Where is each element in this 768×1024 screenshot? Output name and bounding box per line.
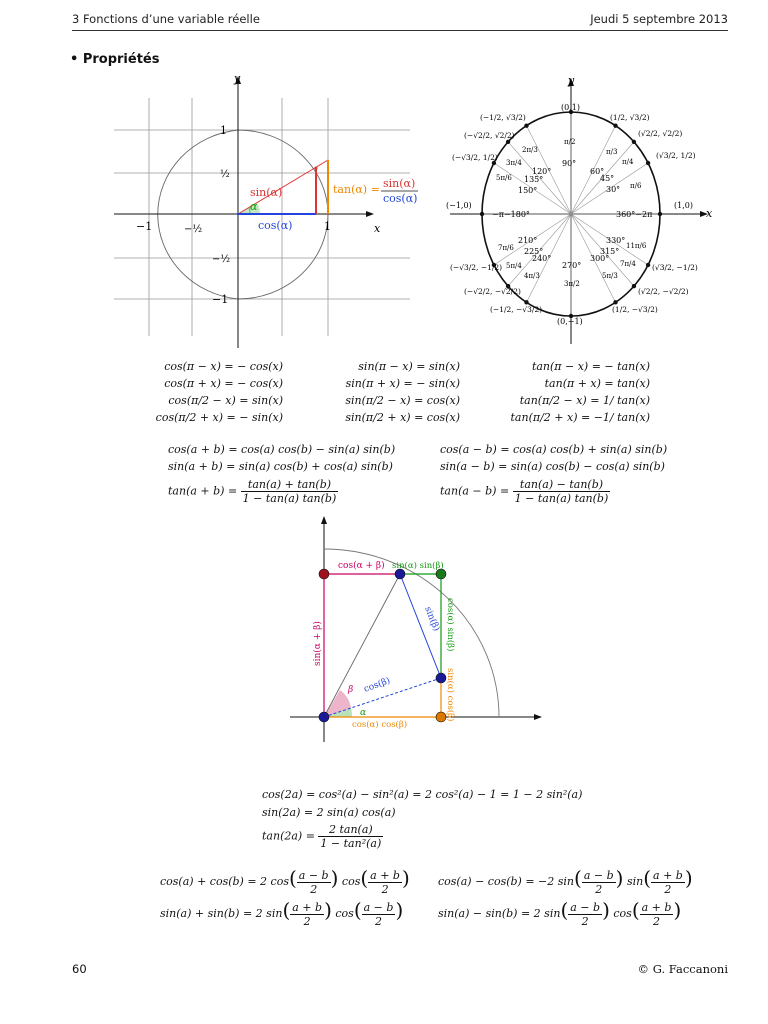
fig2-d30: 30° — [606, 185, 621, 194]
fig1-sin-label: sin(α) — [250, 186, 283, 199]
figure-angle-addition — [280, 512, 550, 742]
id-sin-half-pi-plus: sin(π/2 + x) = cos(x) — [345, 411, 460, 424]
fig3-alpha: α — [360, 708, 367, 718]
formula-tan-a-plus-b — [168, 478, 338, 505]
cd-f2-num: a + b — [653, 868, 683, 882]
fig1-ytick-mhalf: −½ — [212, 254, 231, 265]
cd-f1-num: a − b — [583, 868, 614, 882]
formula-sin-plus-sin: sin(a) + sin(b) = 2 sin( $\frac{a + b}{2}$ ) cos( $\frac{a - b}{2}$ ) — [160, 898, 404, 928]
formula-cos-minus-cos: cos(a) − cos(b) = −2 sin( $\frac{a - b}{2}$ ) sin( $\frac{a + b}{2}$ ) — [438, 866, 693, 896]
fig1-ytick-1: 1 — [220, 124, 227, 137]
fig2-point — [646, 161, 650, 165]
fig2-right-pt: (1,0) — [674, 201, 693, 210]
fig2-p30: (√3/2, 1/2) — [656, 151, 696, 160]
fig2-point — [506, 140, 510, 144]
fig2-point — [658, 212, 662, 216]
fig2-p210: (−√3/2, −1/2) — [450, 263, 503, 272]
fig2-point — [480, 212, 484, 216]
figure-sin-cos-tan — [100, 68, 430, 348]
fig2-left-pt: (−1,0) — [446, 201, 472, 210]
fig2-p330: (√3/2, −1/2) — [652, 263, 698, 272]
fig1-ytick-half: ½ — [220, 169, 230, 180]
header-chapter: 3 Fonctions d’une variable réelle — [72, 12, 260, 26]
fig2-d45: 45° — [600, 174, 615, 183]
cd-mid: sin — [626, 875, 644, 888]
fig2-p135: (−√2/2, √2/2) — [464, 131, 515, 140]
tan2a-num: 2 tan(a) — [318, 823, 383, 837]
id-cos-pi-minus: cos(π − x) = − cos(x) — [164, 360, 283, 373]
fig2-r315: 7π/4 — [620, 260, 636, 268]
fig2-p240: (−1/2, −√3/2) — [490, 305, 543, 314]
figure-trig-circle — [440, 68, 730, 348]
fig2-d300: 300° — [590, 254, 610, 263]
fig1-tan-num: sin(α) — [383, 177, 416, 190]
fig2-r300: 5π/3 — [602, 272, 618, 280]
fig3-cos-a-sin-b: cos(α) sin(β) — [445, 598, 455, 652]
id-sin-pi-minus: sin(π − x) = sin(x) — [358, 360, 460, 373]
fig2-y-label: y — [568, 74, 575, 87]
fig2-d180: −π−180° — [492, 210, 530, 219]
fig1-xtick-mhalf: −½ — [184, 224, 203, 235]
fig2-r270: 3π/2 — [564, 280, 580, 288]
fig2-d120: 120° — [532, 167, 552, 176]
ss-f1-num: a + b — [292, 900, 323, 914]
fig3-sin-b: sin(β) — [422, 605, 442, 633]
fig2-p45: (√2/2, √2/2) — [638, 129, 683, 138]
tan-plus-den: 1 − tan(a) tan(b) — [242, 492, 337, 505]
fig3-cos-a-cos-b: cos(α) cos(β) — [352, 720, 408, 730]
fig2-r90: π/2 — [564, 138, 576, 146]
id-cos-half-pi-plus: cos(π/2 + x) = − sin(x) — [155, 411, 283, 424]
fig2-point — [613, 300, 617, 304]
fig3-beta: β — [348, 685, 354, 695]
ss-f1-den: 2 — [303, 914, 311, 928]
fig2-p150: (−√3/2, 1/2) — [452, 153, 498, 162]
cc-f1-den: 2 — [310, 882, 318, 896]
header-date: Jeudi 5 septembre 2013 — [590, 12, 728, 26]
fig2-d150: 150° — [518, 186, 538, 195]
id-tan-pi-plus: tan(π + x) = tan(x) — [544, 377, 650, 390]
ss-f2-den: 2 — [375, 914, 383, 928]
header-rule — [72, 30, 728, 31]
fig2-x-label: x — [706, 207, 713, 220]
formula-sin-a-plus-b: sin(a + b) = sin(a) cos(b) + cos(a) sin(b) — [168, 460, 393, 473]
formula-cos-2a: cos(2a) = cos²(a) − sin²(a) = 2 cos²(a) − 1 = 1 − 2 sin²(a) — [262, 788, 583, 801]
fig3-sin-a-plus-b: sin(α + β) — [313, 621, 323, 666]
formula-cos-plus-cos: cos(a) + cos(b) = 2 cos( $\frac{a - b}{2}$ ) cos( $\frac{a + b}{2}$ ) — [160, 866, 410, 896]
tan-minus-den: 1 − tan(a) tan(b) — [514, 492, 609, 505]
fig1-xtick-m1: −1 — [136, 220, 153, 233]
fig2-point — [524, 123, 528, 127]
fig1-cos-label: cos(α) — [258, 219, 293, 232]
id-tan-pi-minus: tan(π − x) = − tan(x) — [531, 360, 650, 373]
cc-f2-den: 2 — [381, 882, 389, 896]
fig2-d315: 315° — [600, 247, 620, 256]
page-number: 60 — [72, 962, 87, 976]
sd-f1-den: 2 — [581, 914, 589, 928]
fig2-point — [632, 284, 636, 288]
fig2-d60: 60° — [590, 167, 605, 176]
tan-minus-num: tan(a) − tan(b) — [513, 478, 611, 492]
fig2-r45: π/4 — [622, 158, 634, 166]
fig3-sin-a-cos-b: sin(α) cos(β) — [445, 668, 455, 722]
fig2-d210: 210° — [518, 236, 538, 245]
id-tan-half-pi-plus: tan(π/2 + x) = −1/ tan(x) — [510, 411, 650, 424]
fig1-alpha: α — [250, 200, 258, 213]
fig1-x-label: x — [374, 222, 381, 235]
fig2-r240: 4π/3 — [524, 272, 540, 280]
fig1-tan-den: cos(α) — [383, 192, 418, 205]
fig2-d0: 360°−2π — [616, 210, 653, 219]
fig2-top-pt: (0,1) — [561, 103, 580, 112]
fig2-d270: 270° — [562, 261, 582, 270]
sd-f2-num: a + b — [641, 900, 672, 914]
fig2-d225: 225° — [524, 247, 544, 256]
fig2-p60: (1/2, √3/2) — [610, 113, 650, 122]
id-cos-half-pi-minus: cos(π/2 − x) = sin(x) — [168, 394, 283, 407]
fig2-p300: (1/2, −√3/2) — [612, 305, 658, 314]
fig3-cos-b: cos(β) — [362, 676, 392, 695]
id-sin-pi-plus: sin(π + x) = − sin(x) — [345, 377, 460, 390]
fig2-r225: 5π/4 — [506, 262, 522, 270]
ss-lhs: sin(a) + sin(b) = 2 sin — [160, 907, 283, 920]
formula-cos-a-minus-b: cos(a − b) = cos(a) cos(b) + sin(a) sin(b) — [440, 443, 668, 456]
fig2-r120: 2π/3 — [522, 146, 538, 154]
fig2-d90: 90° — [562, 159, 577, 168]
formula-sin-2a: sin(2a) = 2 sin(a) cos(a) — [262, 806, 396, 819]
footer-author: © G. Faccanoni — [637, 962, 728, 976]
cd-f2-den: 2 — [664, 882, 672, 896]
sd-f1-num: a − b — [570, 900, 601, 914]
fig1-ytick-m1: −1 — [212, 293, 229, 306]
fig2-r210: 7π/6 — [498, 244, 514, 252]
fig2-point — [632, 140, 636, 144]
fig2-p315: (√2/2, −√2/2) — [638, 287, 689, 296]
fig2-r135: 3π/4 — [506, 159, 522, 167]
fig1-xtick-1: 1 — [324, 220, 331, 233]
fig2-d135: 135° — [524, 175, 544, 184]
id-sin-half-pi-minus: sin(π/2 − x) = cos(x) — [345, 394, 460, 407]
tan2a-den: 1 − tan²(a) — [320, 837, 382, 850]
cc-mid: cos — [341, 875, 361, 888]
tan-minus-lhs: tan(a − b) = — [440, 484, 510, 498]
cc-f2-num: a + b — [370, 868, 400, 882]
fig2-point — [524, 300, 528, 304]
sd-f2-den: 2 — [653, 914, 661, 928]
fig2-point — [613, 123, 617, 127]
formula-tan-2a — [262, 823, 383, 850]
cd-lhs: cos(a) − cos(b) = −2 sin — [438, 875, 575, 888]
cc-lhs: cos(a) + cos(b) = 2 cos — [160, 875, 289, 888]
cd-f1-den: 2 — [595, 882, 603, 896]
tan-plus-lhs: tan(a + b) = — [168, 484, 238, 498]
ss-f2-num: a − b — [363, 900, 394, 914]
fig1-y-label: y — [234, 72, 241, 85]
fig2-d330: 330° — [606, 236, 626, 245]
fig3-sin-a-sin-b: sin(α) sin(β) — [392, 561, 444, 571]
formula-cos-a-plus-b: cos(a + b) = cos(a) cos(b) − sin(a) sin(b) — [168, 443, 396, 456]
sd-mid: cos — [613, 907, 632, 920]
sd-lhs: sin(a) − sin(b) = 2 sin — [438, 907, 561, 920]
fig2-r150: 5π/6 — [496, 174, 512, 182]
cc-f1-num: a − b — [298, 868, 329, 882]
fig2-point — [646, 263, 650, 267]
formula-sin-a-minus-b: sin(a − b) = sin(a) cos(b) − cos(a) sin(b) — [440, 460, 665, 473]
fig1-tan-lhs: tan(α) = — [333, 183, 380, 196]
fig2-bottom-pt: (0,−1) — [557, 317, 583, 326]
tan-plus-num: tan(a) + tan(b) — [241, 478, 339, 492]
fig3-cos-a-plus-b: cos(α + β) — [338, 561, 385, 571]
fig2-r330: 11π/6 — [626, 242, 647, 250]
id-tan-half-pi-minus: tan(π/2 − x) = 1/ tan(x) — [519, 394, 650, 407]
fig2-r60: π/3 — [606, 148, 618, 156]
formula-sin-minus-sin: sin(a) − sin(b) = 2 sin( $\frac{a - b}{2}$ ) cos( $\frac{a + b}{2}$ ) — [438, 898, 682, 928]
id-cos-pi-plus: cos(π + x) = − cos(x) — [164, 377, 283, 390]
tan2a-lhs: tan(2a) = — [262, 829, 315, 843]
fig2-p225: (−√2/2, −√2/2) — [464, 287, 521, 296]
fig2-r30: π/6 — [630, 182, 642, 190]
ss-mid: cos — [335, 907, 354, 920]
fig2-p120: (−1/2, √3/2) — [480, 113, 526, 122]
fig2-d240: 240° — [532, 254, 552, 263]
formula-tan-a-minus-b — [440, 478, 610, 505]
section-title: • Propriétés — [70, 52, 160, 67]
